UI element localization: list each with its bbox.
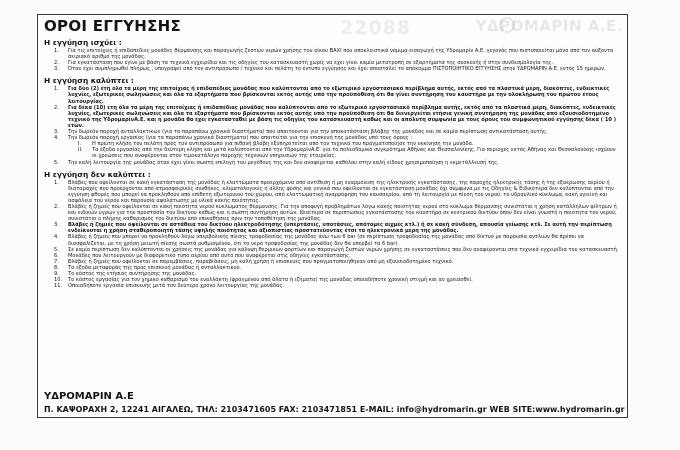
sub-list-item: I. Η πρώτη κλήση του πελάτη προς τον αντιπρόσωπο για πιθανή βλάβη εξυπηρετείται από τον τεχνικό του πραγματοποίησε την εκκίνηση την μονάδα. [78,141,474,148]
section-heading-includes: Η εγγύηση καλύπτει : [44,76,134,86]
watermark-brand: ΥΔΡΟΜΑΡΙΝ Α.Ε. [475,17,623,35]
section-heading-covers: Η εγγύηση ισχύει : [44,38,122,47]
list-item: 10. Το κόστος εργασίας για τον χημικό καθαρισμό του εναλλάκτη (φραγμένου από άλατα ή ιζήματα) της μονάδας οποιαδήποτε χρονική στιγμή και αν χρειασθεί. [54,277,473,284]
list-item: 4. Την δωρεάν παροχή εργασίας (για τα παραπάνω χρονικά διαστήματα) που απαιτείται για την επισκευή της μονάδας υπό τους όρους : I. Η πρώτη κλήση του πελάτη προς τον αντιπρόσωπο για πιθανή βλάβη εξυπηρετείται από τον τεχνικό του πραγματοποίησε την εκκίνηση την μονάδα. II. Τα έξοδα εργασίας από την δεύτερη κλήση και μετά καλύπτονται από την ΥδρομαρίνΑ.Ε. για το πολεοδομικό συγκρότημα Αθήνας και Θεσσαλονίκης. Για περιοχές εκτός Αθήνας και Θεσσαλονίκης ισχύουν οι χρεώσεις που αναφέρονται στον τιμοκατάλογο παροχής τεχνικών υπηρεσιών της εταιρείας. [44,135,620,159]
watermark-number: 22088 [340,17,412,39]
list-item: 6. Μονάδες που λειτουργούν με διαφορετικό τύπο αερίου από αυτό που αναφέρεται στις οδηγίες εγκατάστασης. [54,252,351,259]
company-contact-info: Π. ΚΑΨΟΡΑΧΗ 2, 12241 ΑΙΓΑΛΕΩ, ΤΗΛ: 2103471605 FAX: 2103471851 E-MAIL: info@hydromarin.gr WEB SITE:www.hydromarin.gr [44,405,625,414]
section-list-covers [44,48,620,72]
list-item: 2. Για δέκα (10) έτη όλα τα μέρη της επιτοίχιας ή επιδαπέδιας μονάδας που καλύπτονται από το εξωτερικό εργοστασιακό περίβλημα αυτής, εκτός από τα πλαστικά μέρη, διακόπτες, ενδεικτικές λυχνίες, εξωτερικές σωληνώσεις και όλα τα εξαρτήματα που βρίσκονται εκτός αυτής υπό την προϋπόθεση ότι θα διενεργείται ετήσια γενική συντήρηση της μονάδας από εξουσιοδοτημένο τεχνικό της ΥδρομαρίνΑ.Ε. και η μονάδα θα έχει εγκατασταθεί με βάση τις οδηγίες του κατασκευαστή καθώς και οι απόλυτη συμφωνία με τους όρους του συμφωνητικού εγγύησης δέκα ( 10 ) ετών. [54,104,617,129]
list-item: 3. Όταν έχει συμπληρωθεί πλήρως , υπογραφεί από τον αντιπρόσωπο / τεχνικό και πελάτη το έντυπο εγγύησης και έχει αποσταλεί το απόκομμα ΠΙΣΤΟΠΟΙΗΤΙΚΟ ΕΓΓΥΗΣΗΣ στην ΥΔΡΟΜΑΡΙΝ Α.Ε. εντός 15 ημερών. [54,66,606,73]
list-item: 8. Τα έξοδα μεταφοράς της προς επισκευή μονάδας ή ανταλλακτικού. [54,264,242,271]
section-list-includes [44,86,620,165]
sub-list [68,141,620,159]
list-item: 7. Βλάβες ή ζημιές που οφείλονται σε παρεμβάσεις, παραβιάσεις, μη καλή χρήση ή επισκευές που πραγματοποιήθηκαν από μη εξουσιοδοτημένο τεχνικό. [54,258,454,265]
list-item: 11. Οποιαδήποτε εργασία επισκευής μετά τον δεύτερο χρόνο λειτουργίας της μονάδας. [54,283,285,290]
list-item: 1. Για δύο (2) έτη όλα τα μέρη της επιτοίχιας ή επιδαπέδιας μονάδας που καλύπτονται από το εξωτερικό εργοστασιακό περίβλημα αυτής, εκτός από τα πλαστικά μέρη, διακόπτες, ενδεικτικές λυχνίες, εξωτερικές σωληνώσεις και όλα τα εξαρτήματα που βρίσκονται εκτός αυτής υπό την προϋπόθεση ότι θα γίνει συντήρηση του καυστήρα με την ολοκλήρωση του πρώτου έτους λειτουργίας. [54,86,610,105]
company-name: ΥΔΡΟΜΑΡΙΝ Α.Ε [44,391,134,402]
list-item: 3. Την δωρεάν παροχή ανταλλακτικών (για τα παραπάνω χρονικά διαστήματα) που απαιτούνται για την αποκατάσταση βλάβης της μονάδας και σε καμία περίπτωση αντικατάσταση αυτής. [54,129,548,136]
list-item: 2. Για εγκατάσταση που έγινε με βάση τα τεχνικά εγχειρίδια και τις οδηγίες του κατασκευαστή χωρίς να έχει γίνει καμία μετατροπή σε εξαρτήματα της συσκευής ή στην συνδεσμολογία της. [54,60,554,67]
document-body [44,37,620,289]
section-heading-excludes: Η εγγύηση δεν καλύπτει : [44,169,151,179]
list-item: 2. Βλάβες ή ζημιές που οφείλονται σε κακή ποιότητα νερού κυκλώματος θέρμανσης. Για την αποφυγή προβλημάτων λόγω κακής ποιότητας νερού στο κύκλωμα θέρμανσης συνιστάται η χρήση κατάλληλων φίλτρων ή και ειδικών υγρών για την προστασία του δικτύου καθώς και η σωστή συντήρηση αυτών. Ιδιαίτερα σε περιπτώσεις εγκατάστασης του καυστήρα σε κεντρικού δικτύου όπου δεν είναι γνωστή η ποιότητα του νερού, συνιστάται ο πλήρης καθαρισμός του δικτύου από επικαθήσεις πριν την τοποθέτηση της μονάδας. [54,203,617,223]
document-title: ΟΡΟΙ ΕΓΓΥΗΣΗΣ [44,17,182,35]
list-item: 1. Βλάβες που οφείλονται σε κακή εγκατάσταση της μονάδας ή ελαττώματα προερχόμενα από αντίθεση ή μη εναρμόνιση της ηλεκτρικής εγκατάστασης, της παροχής ηλεκτρικής τάσης ή της εξαέρωσης αερίου ή διαταραχές που προέρχονται από ατμοσφαιρικές συνθήκες, κλιματολογικές ή άλλης φύσης και γενικά που οφείλονται σε εγκατάσταση μονάδας όχι σύμφωνα με τις Οδηγίες & Ειδικότερα δεν καλύπτονται από την εγγύηση φθορές που μπορεί να προκληθούν από επίθετη εξωτερικού του χώρου, από ελαττωματική αναρρόφηση του καυσαερίου, από τη λειτουργία με πίεση του νερού, το υδραυλικό κύκλωμα, κακή υγιεινή και ασφάλεια του νερού και παρουσία αφαλάτωσης με υλικά κακής ποιότητας. [54,179,614,204]
list-item: 1. Για τις επιτοίχιες ή επιδαπέδιες μονάδες θέρμανσης και παραγωγής ζεστών νερών χρήσης του οίκου BAXI που αποκλειστικά νόμιμα εισαγωγή της Υδρομαρίν Α.Ε. γεγονός που πιστοποιείται μόνο από τον αύξοντα σειριακό αριθμό της μονάδας. [54,48,614,61]
section-list-excludes [44,180,620,290]
list-item: 5. Την καλή λειτουργία της μονάδας όταν έχει γίνει σωστή επιλογή του μεγέθους της και δεν αναφέρεται καθόλου στην καλή είδους χρησιμοποίηση η εκμετάλλευσή της. [54,159,499,166]
sub-list-item: II. Τα έξοδα εργασίας από την δεύτερη κλήση και μετά καλύπτονται από την ΥδρομαρίνΑ.Ε. για το πολεοδομικό συγκρότημα Αθήνας και Θεσσαλονίκης. Για περιοχές εκτός Αθήνας και Θεσσαλονίκης ισχύουν οι χρεώσεις που αναφέρονται στον τιμοκατάλογο παροχής τεχνικών υπηρεσιών της εταιρείας. [78,147,616,160]
list-item: 4. Βλάβες ή ζημιές που μπορεί να προκληθούν λόγω υπερβολικής πίεσης τροφοδοσίας της μονάδας άνω των 6 bar (σε περίπτωση τροφοδοσίας της μονάδας από δίκτυο με παρουσία αντλιών θα πρέπει να διασφαλίζεται, με τη χρήση μειωτή πίεσης σωστά ρυθμισμένου, ότι το νερό τροφοδοσίας της μονάδας δεν θα υπερβεί τα 6 bar). [54,234,584,247]
warranty-terms-sheet [37,14,628,418]
list-item: 3. Βλάβες ή ζημιές που οφείλονται σε αστάθεια του δικτύου ηλεκτροδότησης (υπερτάσεις, υποτάσεις, απότομες αιχμές κτλ.) ή σε κακή σύνδεση, απουσία γείωσης κτλ. Σε αυτή την περίπτωση ενδείκνυται η χρήση σταθεροποιητή τάσης υψηλής ποιότητας και αξιοπιστίας προστατεύοντας έτσι τα ηλεκτρονικά μέρη της μονάδας. [54,222,612,235]
list-item: 5. Σε καμία περίπτωση δεν καλύπτονται οι χρήσεις της μονάδας για κάλυψη θερμικών φορτίων και παραγωγή ζεστών νερών χρήσης σε εγκαταστάσεις που δεν αναφέρονται στα τεχνικά εγχειρίδια του κατασκευαστή. [54,246,619,253]
list-item: 9. Το κόστος της ετήσιας συντήρησης της μονάδας. [54,271,197,277]
